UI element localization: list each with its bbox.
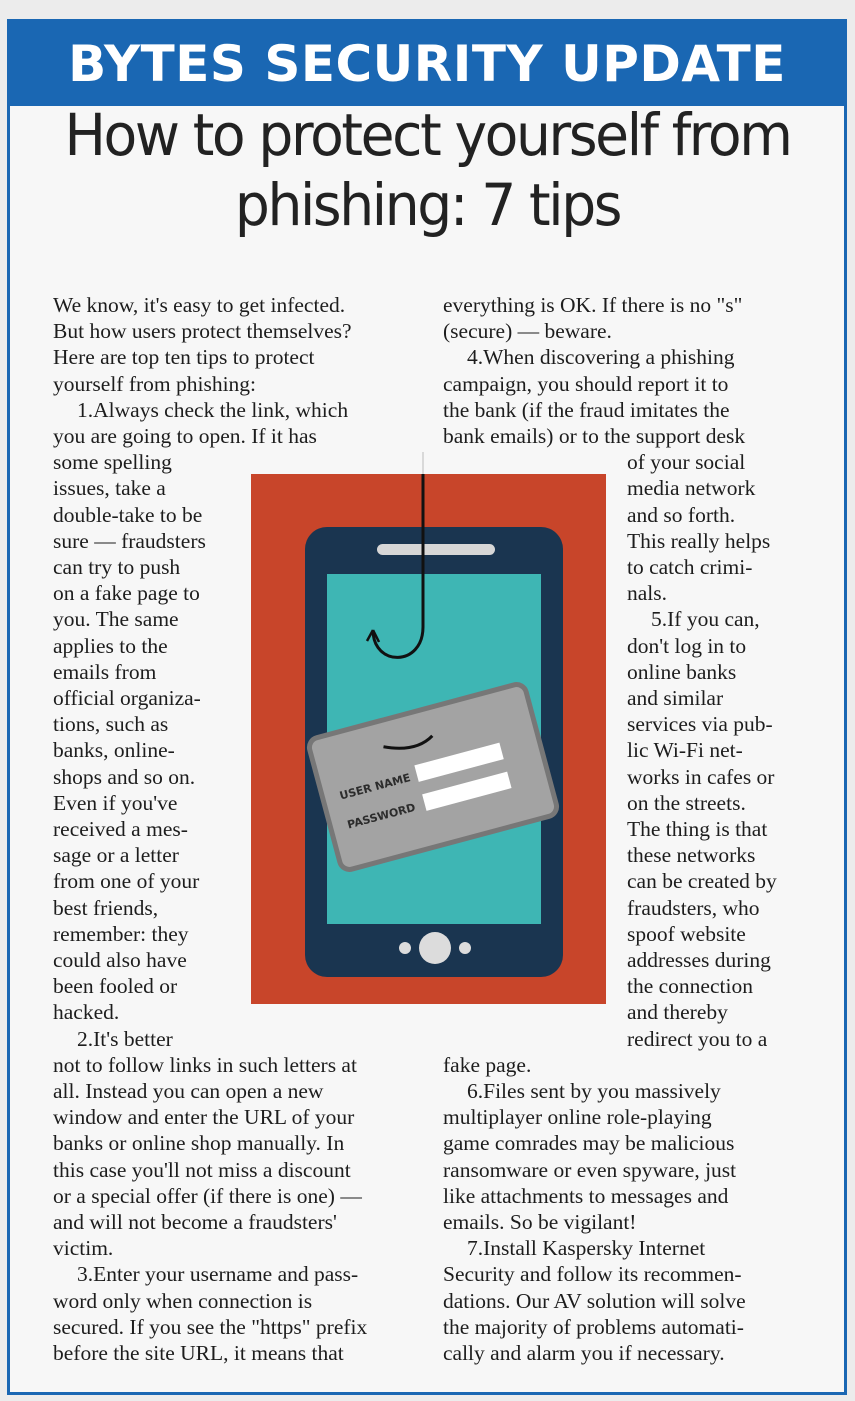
text-line: official organiza- — [53, 686, 201, 710]
text-line: bank emails) or to the support desk — [443, 424, 746, 448]
text-line: this case you'll not miss a discount — [53, 1157, 351, 1182]
text-line: 4.When discovering a phishing — [467, 345, 735, 370]
text-line: and similar — [627, 686, 724, 710]
text-line: We know, it's easy to get infected. — [53, 293, 346, 317]
text-line: 7.Install Kaspersky Internet — [467, 1236, 706, 1261]
text-line: But how users protect themselves? — [53, 319, 352, 344]
text-line: sure — fraudsters — [53, 528, 206, 553]
text-line: you. The same — [53, 607, 179, 632]
text-line: works in cafes or — [627, 764, 775, 789]
text-line: remember: they — [53, 921, 189, 946]
text-line: everything is OK. If there is no "s" — [443, 293, 743, 317]
text-line: 2.It's better — [77, 1026, 173, 1051]
text-line: like attachments to messages and — [443, 1183, 729, 1208]
text-line: online banks — [627, 659, 737, 684]
text-line: Even if you've — [53, 790, 178, 815]
text-line: from one of your — [53, 869, 200, 894]
text-line: lic Wi-Fi net- — [627, 738, 743, 763]
text-line: sage or a letter — [53, 843, 179, 868]
text-line: fake page. — [443, 1052, 532, 1077]
text-line: redirect you to a — [627, 1026, 768, 1051]
phishing-phone-illustration — [243, 452, 606, 1008]
text-line: on the streets. — [627, 790, 746, 815]
text-line: the majority of problems automati- — [443, 1314, 744, 1339]
text-line: and so forth. — [627, 502, 736, 527]
text-line: best friends, — [53, 895, 159, 920]
text-line: emails from — [53, 659, 157, 684]
text-line: banks or online shop manually. In — [53, 1131, 345, 1156]
text-line: 5.If you can, — [651, 607, 760, 632]
text-line: yourself from phishing: — [53, 371, 257, 396]
text-line: before the site URL, it means that — [53, 1341, 344, 1365]
headline-line-2: phishing: 7 tips — [234, 171, 621, 239]
headline-line-1: How to protect yourself from — [64, 101, 791, 169]
text-line: window and enter the URL of your — [53, 1105, 355, 1130]
phone-dot-right — [459, 942, 471, 954]
text-line: dations. Our AV solution will solve — [443, 1288, 746, 1313]
text-line: or a special offer (if there is one) — — [53, 1183, 362, 1208]
text-line: these networks — [627, 843, 756, 868]
text-line: not to follow links in such letters at — [53, 1052, 357, 1077]
text-line: don't log in to — [627, 633, 747, 658]
text-line: applies to the — [53, 633, 168, 658]
text-line: secured. If you see the "https" prefix — [53, 1314, 368, 1339]
text-line: word only when connection is — [53, 1288, 313, 1313]
text-line: services via pub- — [627, 712, 773, 737]
text-line: could also have — [53, 948, 187, 972]
text-line: The thing is that — [627, 817, 768, 841]
text-line: 1.Always check the link, which — [77, 397, 349, 422]
text-line: of your social — [627, 450, 746, 475]
text-line: campaign, you should report it to — [443, 371, 729, 396]
text-line: hacked. — [53, 1000, 120, 1025]
phone-home-button — [419, 932, 451, 964]
text-line: ransomware or even spyware, just — [443, 1157, 737, 1182]
text-line: multiplayer online role-playing — [443, 1105, 712, 1130]
text-line: (secure) — beware. — [443, 319, 612, 344]
text-line: game comrades may be malicious — [443, 1131, 735, 1156]
text-line: been fooled or — [53, 974, 178, 999]
username-label: USER NAME — [338, 771, 412, 803]
text-line: victim. — [53, 1236, 114, 1261]
text-line: spoof website — [627, 921, 746, 946]
text-line: some spelling — [53, 450, 172, 475]
banner-title: BYTES SECURITY UPDATE — [68, 35, 786, 93]
text-line: fraudsters, who — [627, 895, 760, 920]
text-line: Here are top ten tips to protect — [53, 345, 315, 370]
article-headline — [21, 100, 833, 240]
text-line: can try to push — [53, 555, 181, 579]
text-line: the bank (if the fraud imitates the — [443, 397, 730, 422]
password-label: PASSWORD — [345, 800, 417, 832]
text-line: nals. — [627, 581, 668, 606]
text-line: banks, online- — [53, 738, 175, 763]
text-line: the connection — [627, 974, 753, 999]
text-line: Security and follow its recommen- — [443, 1262, 742, 1287]
phone-dot-left — [399, 942, 411, 954]
text-line: and will not become a fraudsters' — [53, 1210, 337, 1234]
text-line: 6.Files sent by you massively — [467, 1079, 721, 1103]
text-line: 3.Enter your username and pass- — [77, 1262, 359, 1287]
text-line: addresses during — [627, 948, 771, 972]
text-line: issues, take a — [53, 476, 166, 501]
text-line: all. Instead you can open a new — [53, 1079, 324, 1103]
text-line: double-take to be — [53, 502, 203, 527]
text-line: cally and alarm you if necessary. — [443, 1341, 725, 1365]
text-line: you are going to open. If it has — [53, 424, 317, 448]
text-line: received a mes- — [53, 817, 188, 841]
text-line: can be created by — [627, 869, 777, 894]
text-line: tions, such as — [53, 712, 169, 737]
text-line: and thereby — [627, 1000, 728, 1025]
text-line: shops and so on. — [53, 764, 196, 789]
text-line: media network — [627, 476, 756, 501]
text-line: emails. So be vigilant! — [443, 1210, 637, 1234]
phone-speaker — [377, 544, 495, 555]
text-line: on a fake page to — [53, 581, 200, 606]
text-line: to catch crimi- — [627, 555, 753, 579]
section-banner — [10, 22, 844, 106]
text-line: This really helps — [627, 528, 771, 553]
